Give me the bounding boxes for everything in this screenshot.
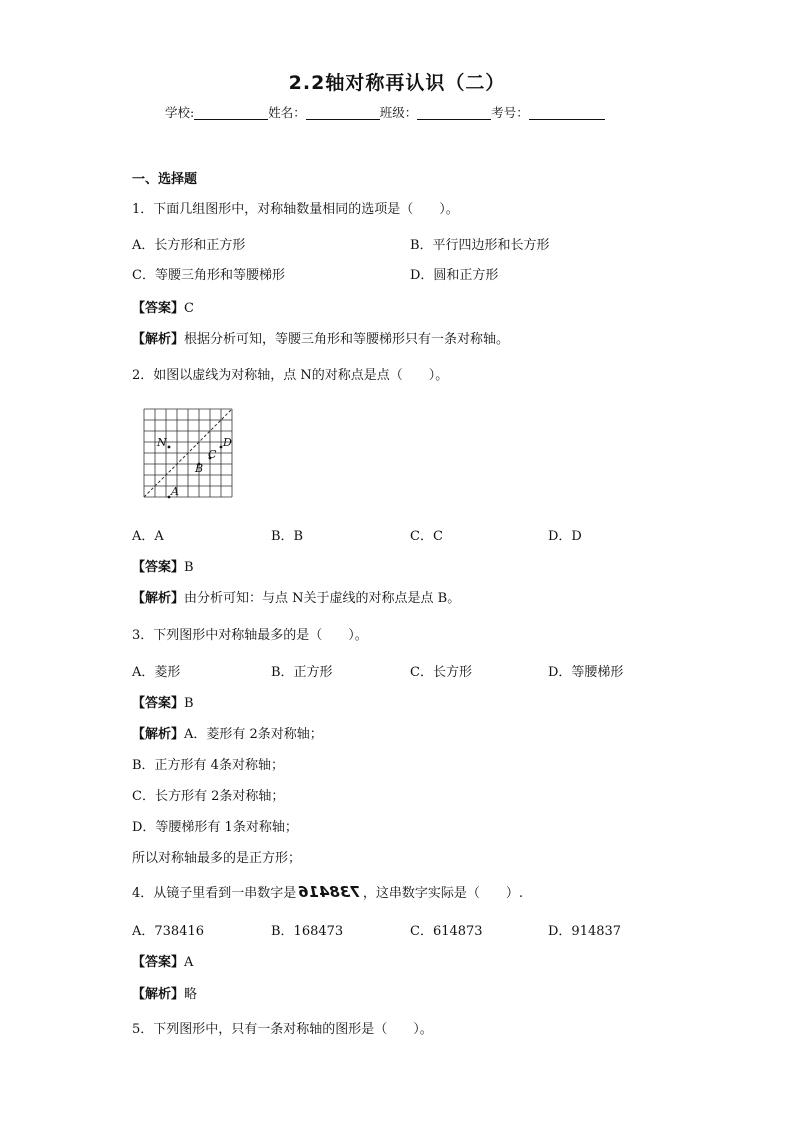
question-3-option-b[interactable]: B．正方形 [271, 665, 333, 680]
question-1-option-c[interactable]: C．等腰三角形和等腰梯形 [132, 268, 285, 283]
question-1-option-d[interactable]: D．圆和正方形 [410, 268, 499, 283]
label-d: D [223, 436, 232, 449]
student-info-row [165, 103, 605, 121]
analysis-label: 【解析】 [132, 591, 185, 606]
question-4-stem-before: 4．从镜子里看到一串数字是 [132, 886, 297, 901]
answer-label: 【答案】 [132, 955, 185, 970]
analysis-text: 略 [184, 987, 198, 1002]
question-1-analysis [132, 328, 509, 347]
question-3-conclusion: 所以对称轴最多的是正方形； [132, 851, 302, 866]
school-field[interactable] [194, 105, 268, 120]
section-heading: 一、选择题 [132, 172, 198, 187]
point-d [220, 446, 223, 449]
answer-value: C [184, 301, 194, 316]
question-3-analysis-line: C．长方形有 2条对称轴； [132, 789, 285, 804]
analysis-text: A．菱形有 2条对称轴； [184, 727, 323, 742]
question-2-option-c[interactable]: C．C [410, 529, 443, 544]
analysis-text: 由分析可知：与点 N关于虚线的对称点是点 B。 [184, 591, 461, 606]
grid-svg [140, 405, 240, 501]
question-4-option-c[interactable]: C．614873 [410, 924, 483, 939]
label-n: N [157, 436, 167, 449]
question-3-option-a[interactable]: A．菱形 [132, 665, 181, 680]
question-2-option-d[interactable]: D．D [548, 529, 582, 544]
question-1-stem: 1．下面几组图形中，对称轴数量相同的选项是（ ）。 [132, 202, 459, 217]
question-2-option-a[interactable]: A．A [132, 529, 164, 544]
page-title: 2.2轴对称再认识（二） [288, 72, 506, 94]
answer-value: B [184, 696, 194, 711]
label-c: C [208, 448, 217, 461]
analysis-text: 根据分析可知，等腰三角形和等腰梯形只有一条对称轴。 [184, 332, 510, 347]
answer-value: A [184, 955, 194, 970]
exam-no-label: 考号： [491, 105, 529, 120]
question-3-analysis-line: D．等腰梯形有 1条对称轴； [132, 820, 298, 835]
question-3-option-c[interactable]: C．长方形 [410, 665, 472, 680]
class-field[interactable] [417, 105, 491, 120]
analysis-label: 【解析】 [132, 987, 185, 1002]
question-5-stem: 5．下列图形中，只有一条对称轴的图形是（ ）。 [132, 1022, 433, 1037]
question-4-stem-after: ，这串数字实际是（ ）. [362, 886, 524, 901]
exam-no-field[interactable] [529, 105, 605, 120]
analysis-label: 【解析】 [132, 332, 185, 347]
question-1-option-a[interactable]: A．长方形和正方形 [132, 238, 246, 253]
question-3-analysis [132, 723, 323, 742]
question-2-answer [132, 556, 194, 575]
question-4-option-d[interactable]: D．914837 [548, 924, 622, 939]
mirrored-number: 738416 [298, 883, 361, 901]
question-3-stem: 3．下列图形中对称轴最多的是（ ）。 [132, 628, 368, 643]
question-2-stem: 2．如图以虚线为对称轴，点 N的对称点是点（ ）。 [132, 368, 449, 383]
question-4-option-a[interactable]: A．738416 [132, 924, 205, 939]
question-4-answer [132, 951, 193, 970]
class-label: 班级： [379, 105, 418, 120]
name-field[interactable] [306, 105, 380, 120]
name-label: 姓名： [268, 105, 306, 120]
question-4-option-b[interactable]: B．168473 [271, 924, 344, 939]
answer-label: 【答案】 [132, 560, 185, 575]
symmetry-grid-figure [140, 405, 240, 501]
answer-value: B [184, 560, 194, 575]
label-b: B [195, 462, 204, 475]
question-1-option-b[interactable]: B．平行四边形和长方形 [410, 238, 550, 253]
answer-label: 【答案】 [132, 301, 185, 316]
point-n [168, 446, 171, 449]
question-2-analysis [132, 587, 460, 606]
point-a [168, 496, 171, 499]
analysis-label: 【解析】 [132, 727, 185, 742]
question-3-option-d[interactable]: D．等腰梯形 [548, 665, 624, 680]
answer-label: 【答案】 [132, 696, 185, 711]
label-a: A [171, 485, 179, 498]
school-label: 学校: [165, 105, 195, 120]
question-4-stem [132, 882, 523, 901]
question-4-analysis [132, 983, 197, 1002]
question-3-analysis-line: B．正方形有 4条对称轴； [132, 758, 284, 773]
question-1-answer [132, 297, 194, 316]
question-2-option-b[interactable]: B．B [271, 529, 304, 544]
question-3-answer [132, 692, 194, 711]
